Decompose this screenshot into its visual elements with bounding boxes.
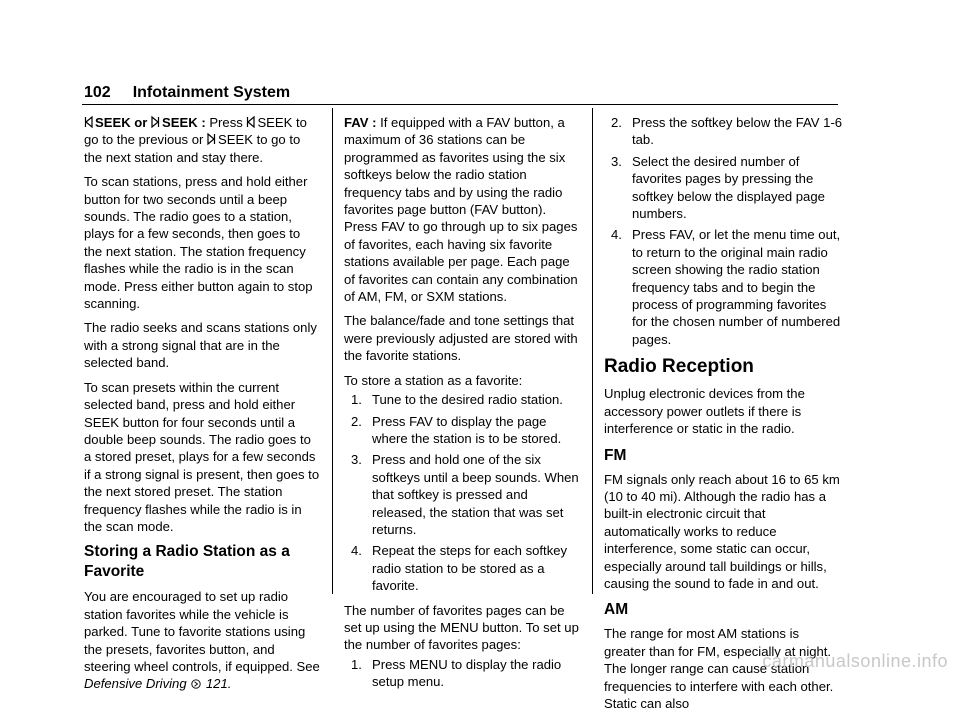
fav-steps-list: [604, 114, 844, 348]
seek-term-a: SEEK or: [95, 115, 148, 130]
to-store-paragraph: To store a station as a favorite:: [344, 372, 523, 388]
scan-paragraph: To scan stations, press and hold either button for two seconds until a beep sounds. The radio goes to a station, plays for a few seconds, then goes to the next station. The station frequency flashes while the radio is in the scan mode. Press either button again to stop scanning.: [84, 174, 313, 312]
watermark: carmanualsonline.info: [762, 651, 948, 671]
seek-forward-icon: [207, 133, 216, 145]
seek-text-1: Press: [209, 115, 243, 130]
fav-term: FAV :: [344, 115, 377, 130]
fm-paragraph: FM signals only reach about 16 to 65 km (10 to 40 mi). Although the radio has a built-in electronic circuit that automatically works to reduce interference, some static can occur, especially around tall buildings or hills, causing the sound to fade in and out.: [604, 471, 840, 591]
fav-text: If equipped with a FAV button, a maximum of 36 stations can be programmed as favorites using the six softkeys below the radio station frequency tabs and by using the radio favorites page button (FAV button). Press FAV to go through up to six pages of favorites, each having six favorite stations available per page. Each page of favorites can contain any combination of AM, FM, or SXM stations.: [344, 115, 578, 305]
encouraged-paragraph: [84, 588, 320, 692]
am-paragraph: The range for most AM stations is greater than for FM, especially at night. The longer range can cause station frequencies to interfere with each other. Static can also: [604, 626, 834, 711]
page-ref-arrow-icon: [191, 679, 201, 689]
storing-heading: Storing a Radio Station as a Favorite: [84, 543, 290, 581]
seek-back-icon: [84, 116, 93, 128]
seek-paragraph: [84, 114, 320, 166]
seek-text-3: SEEK to go to the next station and stay there.: [84, 132, 301, 165]
page-ref-number[interactable]: 121.: [205, 676, 232, 692]
seek-back-icon: [246, 116, 255, 128]
number-pages-paragraph: The number of favorites pages can be set up using the MENU button. To set up the number of favorites pages:: [344, 602, 579, 653]
seek-text-2: SEEK to go to the previous or: [84, 115, 307, 148]
list-item: 3. Select the desired number of favorites pages by pressing the softkey below the displayed page numbers.: [611, 153, 825, 222]
list-item: 4. Press FAV, or let the menu time out, to return to the original main radio screen showing the radio station frequency tabs and to begin the process of programming favorites for the chosen number of numbered pages.: [611, 227, 841, 347]
menu-steps-list: [344, 656, 580, 691]
column-1: [84, 114, 320, 700]
am-heading: AM: [604, 601, 629, 619]
seek-term-b: SEEK :: [162, 115, 206, 130]
page-number: 102: [84, 84, 111, 101]
list-item: 1. Tune to the desired radio station.: [351, 392, 563, 408]
reception-paragraph: Unplug electronic devices from the accessory power outlets if there is interference or static in the radio.: [604, 386, 805, 437]
defensive-driving-link[interactable]: Defensive Driving: [84, 676, 187, 692]
section-title: Infotainment System: [132, 84, 291, 101]
fm-heading: FM: [604, 446, 627, 464]
seek-forward-icon: [151, 116, 160, 128]
list-item: 2. Press FAV to display the page where the station is to be stored.: [351, 413, 562, 446]
scan-presets-paragraph: To scan presets within the current selected band, press and hold either SEEK button for four seconds until a double beep sounds. The radio goes to a stored preset, plays for a few seconds if a strong signal is present, then goes to the next stored preset. The station frequency flashes while the radio is in the scan mode.: [84, 379, 320, 534]
store-steps-list: [344, 391, 580, 594]
list-item: 4. Repeat the steps for each softkey radio station to be stored as a favorite.: [351, 543, 568, 594]
balance-paragraph: The balance/fade and tone settings that were previously adjusted are stored with the favorite stations.: [344, 313, 578, 364]
encouraged-text: You are encouraged to set up radio station favorites while the vehicle is parked. Tune to favorite stations using the presets, favorites button, and steering wheel controls, if equipped. See: [84, 589, 320, 674]
list-item: 2. Press the softkey below the FAV 1-6 tab.: [611, 115, 843, 148]
radio-reception-heading: Radio Reception: [604, 356, 754, 378]
list-item: 1. Press MENU to display the radio setup menu.: [351, 656, 562, 690]
strong-signal-paragraph: The radio seeks and scans stations only with a strong signal that are in the selected band.: [84, 320, 317, 371]
list-item: 3. Press and hold one of the six softkeys until a beep sounds. When that softkey is pressed and released, the station that was set returns.: [351, 452, 579, 537]
column-2: [344, 114, 580, 698]
column-divider-1: [332, 108, 333, 594]
fav-paragraph: [344, 114, 580, 305]
page-header: [84, 84, 290, 104]
header-rule: [82, 104, 838, 105]
column-3: [604, 114, 844, 719]
column-divider-2: [592, 108, 593, 594]
